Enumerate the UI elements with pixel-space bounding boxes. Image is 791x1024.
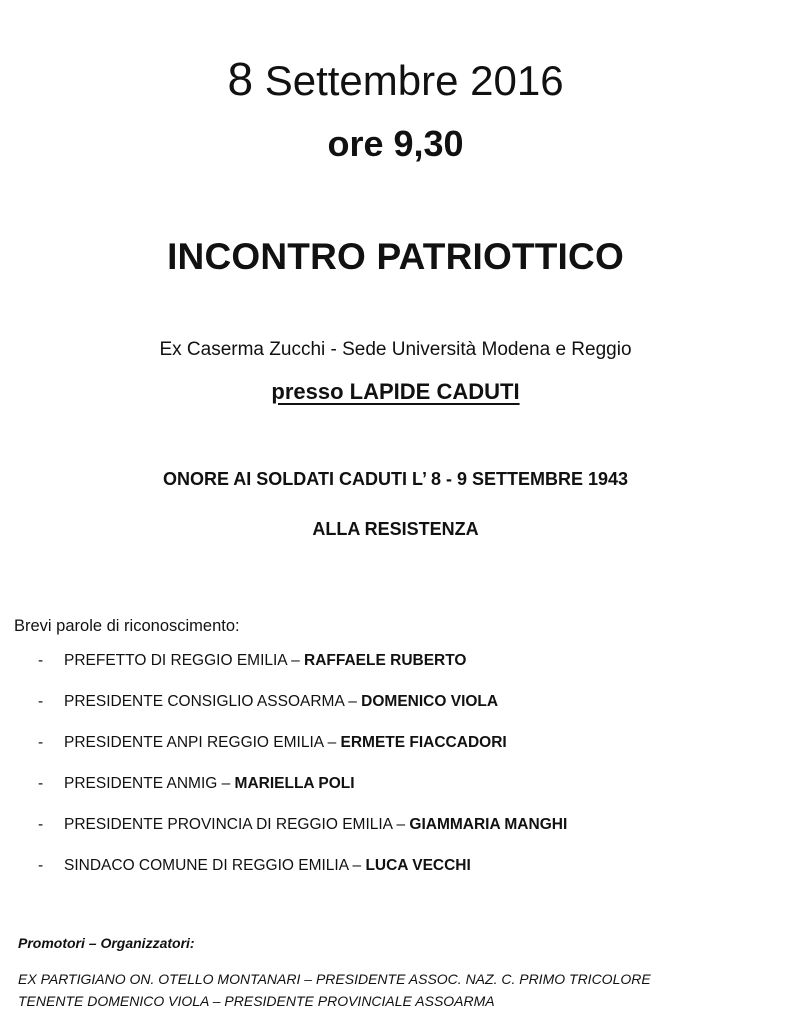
list-dash: -	[38, 857, 44, 874]
speaker-role: SINDACO COMUNE DI REGGIO EMILIA –	[64, 857, 366, 874]
event-time: ore 9,30	[327, 123, 464, 164]
speaker-role: PRESIDENTE PROVINCIA DI REGGIO EMILIA –	[64, 816, 410, 833]
list-dash: -	[38, 734, 44, 751]
speaker-item	[38, 693, 778, 734]
organizer-line-2: TENENTE DOMENICO VIOLA – PRESIDENTE PROVINCIALE ASSOARMA	[18, 993, 495, 1009]
speaker-name: DOMENICO VIOLA	[361, 693, 499, 710]
honor-line-1: ONORE AI SOLDATI CADUTI L’ 8 - 9 SETTEMBRE 1943	[162, 469, 629, 489]
speaker-role: PREFETTO DI REGGIO EMILIA –	[64, 652, 305, 669]
list-dash: -	[38, 652, 44, 669]
list-dash: -	[38, 693, 44, 710]
speaker-role: PRESIDENTE ANMIG –	[64, 775, 235, 792]
list-dash: -	[38, 816, 44, 833]
speaker-role: PRESIDENTE CONSIGLIO ASSOARMA –	[64, 693, 362, 710]
speaker-name: MARIELLA POLI	[234, 775, 355, 792]
organizer-line-1: EX PARTIGIANO ON. OTELLO MONTANARI – PRESIDENTE ASSOC. NAZ. C. PRIMO TRICOLORE	[18, 971, 651, 987]
organizers-label: Promotori – Organizzatori:	[18, 935, 195, 951]
event-venue: Ex Caserma Zucchi - Sede Università Modena e Reggio	[159, 339, 632, 360]
speaker-item	[38, 857, 778, 898]
speaker-item	[38, 816, 778, 857]
speaker-name: RAFFAELE RUBERTO	[304, 652, 467, 669]
event-title: INCONTRO PATRIOTTICO	[167, 236, 624, 277]
event-date-day: 8	[227, 53, 254, 105]
event-place: presso LAPIDE CADUTI	[271, 379, 520, 404]
list-dash: -	[38, 775, 44, 792]
speaker-item	[38, 652, 778, 693]
speaker-item	[38, 775, 778, 816]
speaker-name: ERMETE FIACCADORI	[340, 734, 507, 751]
speaker-item	[38, 734, 778, 775]
speaker-role: PRESIDENTE ANPI REGGIO EMILIA –	[64, 734, 341, 751]
honor-line-2: ALLA RESISTENZA	[312, 519, 479, 539]
speakers-list	[38, 652, 778, 898]
event-date	[0, 52, 791, 106]
speaker-name: GIAMMARIA MANGHI	[409, 816, 568, 833]
speaker-name: LUCA VECCHI	[365, 857, 471, 874]
event-date-month-year: Settembre 2016	[253, 57, 564, 104]
speakers-intro: Brevi parole di riconoscimento:	[14, 617, 240, 635]
